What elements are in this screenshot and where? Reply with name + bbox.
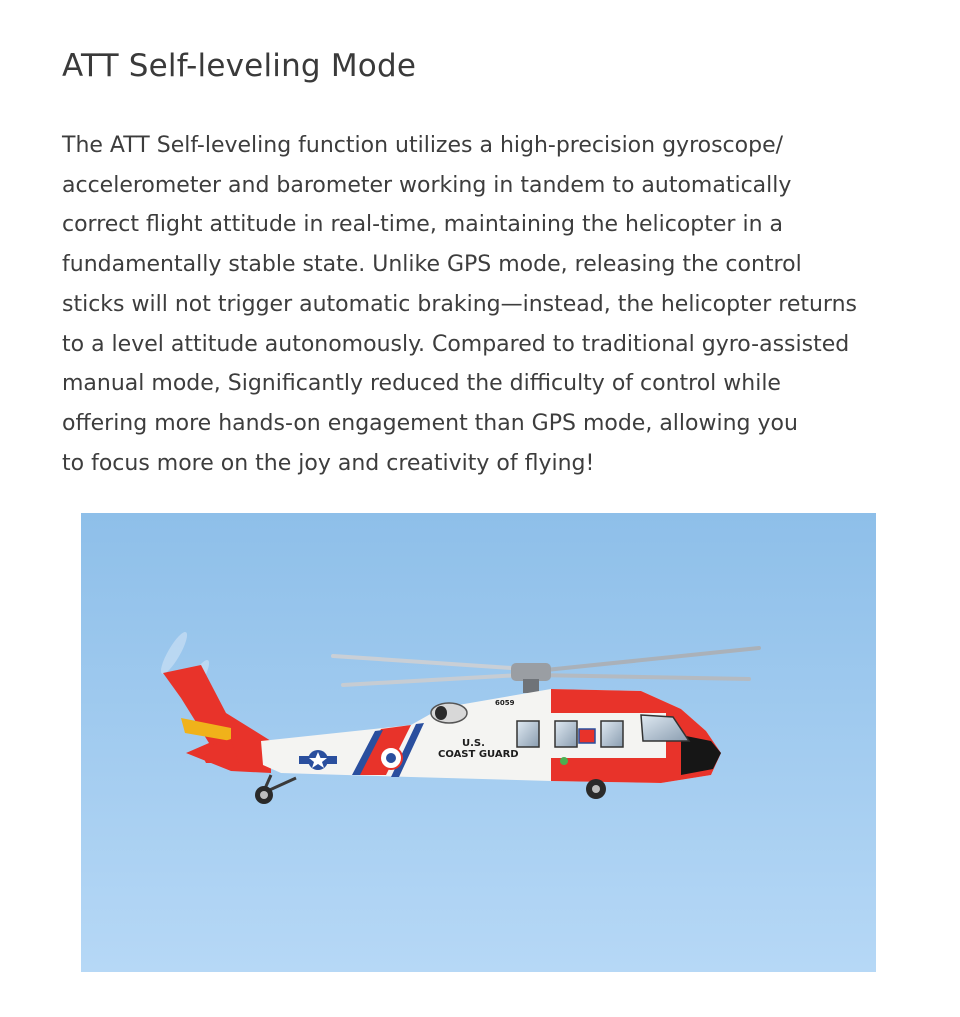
description-line: The ATT Self-leveling function utilizes a high-precision gyroscope/ <box>62 133 784 158</box>
description-line: fundamentally stable state. Unlike GPS mode, releasing the control <box>62 252 802 278</box>
description-line: to a level attitude autonomously. Compared to traditional gyro-assisted <box>62 331 850 357</box>
cabin-window <box>601 721 623 747</box>
fuselage-marking-line1: U.S. <box>462 738 485 749</box>
description-line: manual mode, Significantly reduced the difficulty of control while <box>62 371 781 397</box>
cabin-window <box>555 721 577 747</box>
page-title: ATT Self-leveling Mode <box>62 48 417 84</box>
cabin-window <box>517 721 539 747</box>
helicopter-photo <box>81 513 876 972</box>
fuselage-marking-line2: COAST GUARD <box>438 749 519 760</box>
description-paragraph <box>62 126 902 483</box>
description-line: offering more hands-on engagement than GPS mode, allowing you <box>62 410 798 436</box>
tail-number: 6059 <box>495 699 515 707</box>
description-line: accelerometer and barometer working in tandem to automatically <box>62 172 792 198</box>
helicopter-illustration <box>81 513 876 972</box>
description-line: correct flight attitude in real-time, maintaining the helicopter in a <box>62 212 783 238</box>
description-line: sticks will not trigger automatic braking—instead, the helicopter returns <box>62 291 857 317</box>
description-line: to focus more on the joy and creativity of flying! <box>62 450 595 476</box>
